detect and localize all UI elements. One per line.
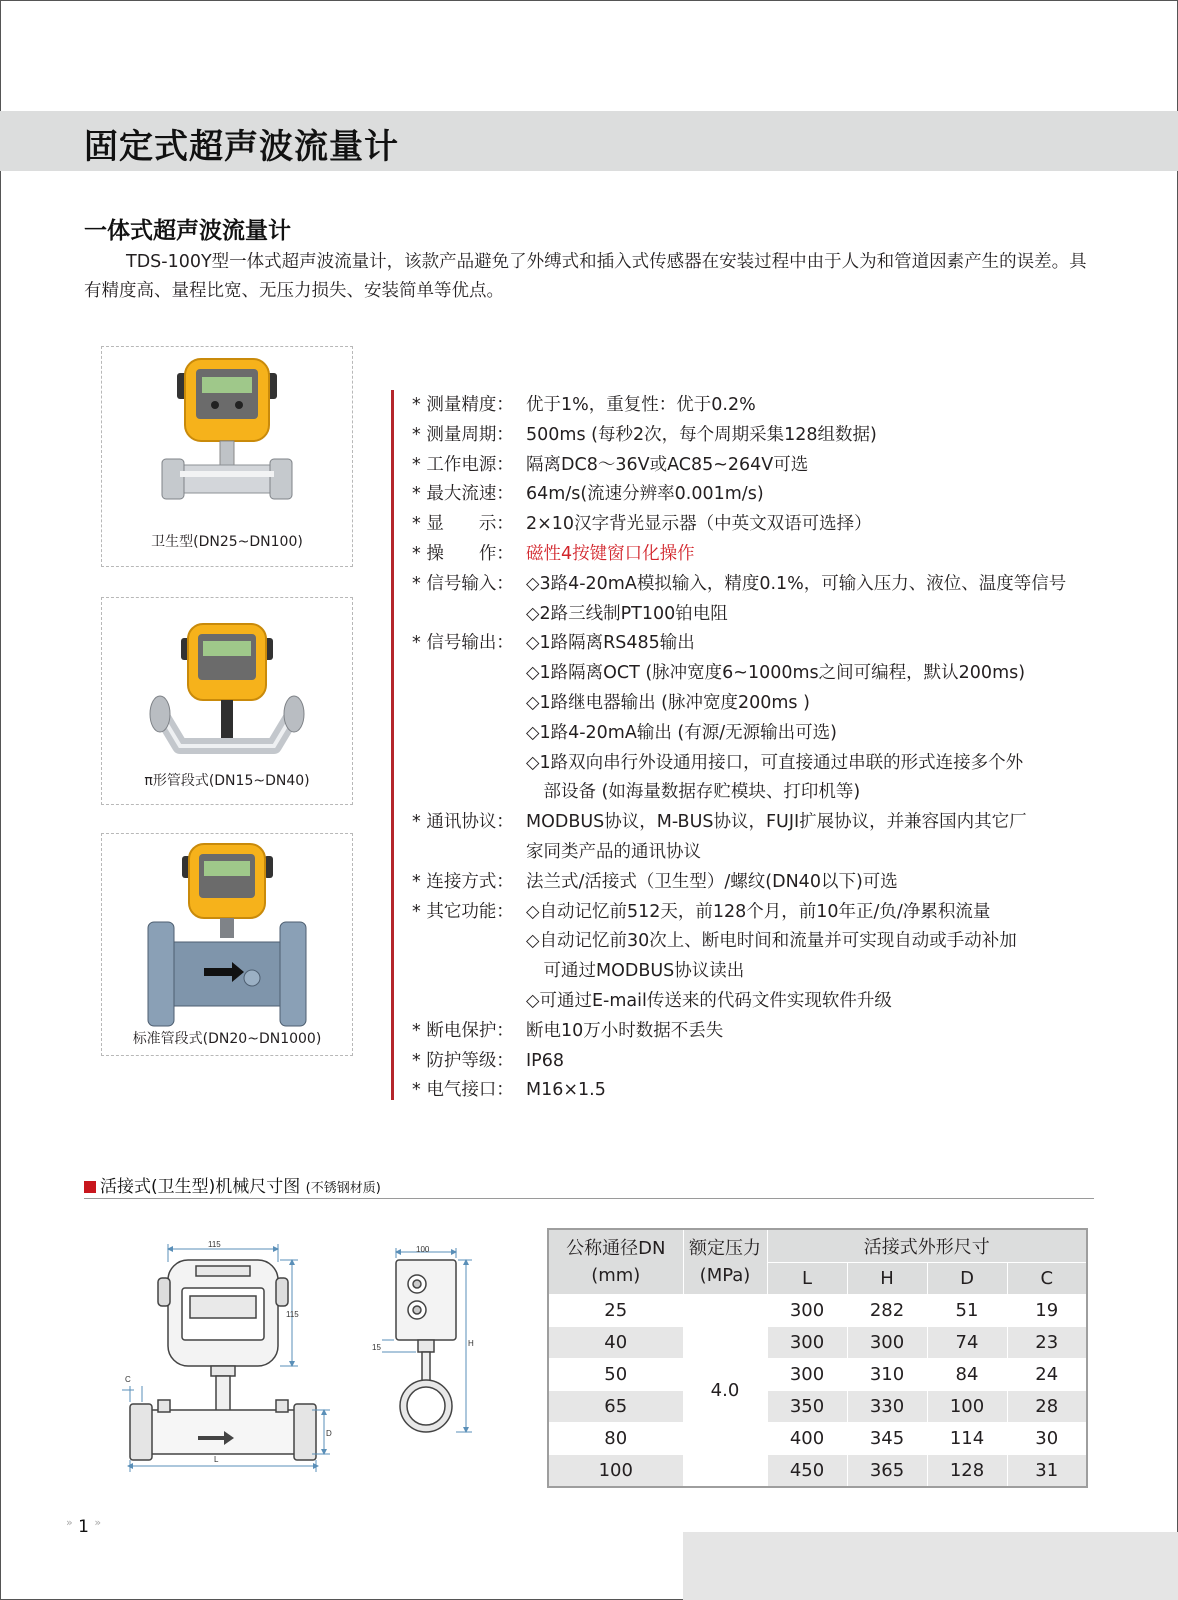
spec-row [412, 868, 1112, 898]
chevron-left-icon: » [66, 1516, 73, 1529]
header-dn-unit: (mm) [591, 1265, 641, 1286]
header-dn-label: 公称通径DN [566, 1238, 666, 1259]
spec-row [412, 391, 1112, 421]
table-cell: 50 [548, 1359, 683, 1391]
spec-row [412, 749, 1112, 779]
spec-row [412, 1076, 1112, 1106]
spec-value: 500ms (每秒2次，每个周期采集128组数据) [526, 424, 877, 445]
spec-label: * 测量周期： [412, 424, 514, 445]
table-cell: 400 [767, 1423, 847, 1455]
table-cell: 28 [1007, 1391, 1087, 1423]
spec-row [412, 838, 1112, 868]
dimension-table [547, 1228, 1088, 1488]
table-cell: 23 [1007, 1327, 1087, 1359]
spec-label [412, 927, 526, 957]
photo-caption: π形管段式(DN15~DN40) [144, 773, 310, 789]
spec-value: ◇3路4-20mA模拟输入，精度0.1%，可输入压力、液位、温度等信号 [526, 573, 1067, 594]
spec-row [412, 1047, 1112, 1077]
table-cell: 100 [927, 1391, 1007, 1423]
photo-card-standard [101, 833, 353, 1056]
table-cell: 114 [927, 1423, 1007, 1455]
page-number-area [66, 1516, 101, 1537]
dimension-table-body [548, 1295, 1087, 1488]
table-cell: 24 [1007, 1359, 1087, 1391]
dim-label-h: H [468, 1339, 474, 1348]
spec-label: * 显 示： [412, 514, 514, 535]
table-cell: 30 [1007, 1423, 1087, 1455]
spec-value: 家同类产品的通讯协议 [526, 841, 701, 862]
spec-label: * 信号输出： [412, 633, 514, 654]
spec-label: * 测量精度： [412, 395, 514, 415]
title-band [0, 111, 1178, 171]
page-number: 1 [78, 1517, 89, 1537]
spec-label: * 工作电源： [412, 454, 514, 475]
spec-divider-bar [391, 390, 394, 1100]
spec-value: 64m/s(流速分辨率0.001m/s) [526, 484, 764, 505]
spec-value: ◇1路隔离OCT (脉冲宽度6~1000ms之间可编程，默认200ms) [526, 663, 1026, 684]
table-cell: 128 [927, 1455, 1007, 1488]
section-title: 一体式超声波流量计 [84, 218, 291, 244]
table-cell: 19 [1007, 1295, 1087, 1327]
table-cell: 300 [847, 1327, 927, 1359]
spec-label [412, 987, 526, 1017]
table-cell: 330 [847, 1391, 927, 1423]
spec-value: 部设备 (如海量数据存贮模块、打印机等) [526, 782, 861, 803]
bullet-square-icon [84, 1181, 96, 1193]
spec-value: IP68 [526, 1050, 564, 1071]
table-cell: 40 [548, 1327, 683, 1359]
table-row [548, 1327, 1087, 1359]
spec-value: 隔离DC8～36V或AC85~264V可选 [526, 454, 809, 475]
dim-label-15: 15 [372, 1343, 381, 1352]
spec-label [412, 689, 526, 719]
spec-label: * 最大流速： [412, 484, 514, 505]
spec-value: 磁性4按键窗口化操作 [526, 543, 695, 564]
spec-label [412, 957, 526, 987]
spec-row [412, 451, 1112, 481]
spec-value: ◇2路三线制PT100铂电阻 [526, 603, 728, 624]
photo-card-sanitary [101, 346, 353, 567]
table-cell: 282 [847, 1295, 927, 1327]
dim-label-115-height: 115 [286, 1310, 299, 1319]
dim-label-115-width: 115 [208, 1240, 221, 1249]
table-cell: 51 [927, 1295, 1007, 1327]
spec-row [412, 957, 1112, 987]
header-pressure-label: 额定压力 [689, 1238, 761, 1259]
dim-label-c: C [125, 1375, 131, 1384]
spec-value: ◇1路4-20mA输出 (有源/无源输出可选) [526, 722, 837, 743]
spec-row [412, 719, 1112, 749]
dimension-note: (不锈钢材质) [305, 1181, 381, 1196]
spec-label [412, 749, 526, 779]
spec-row [412, 987, 1112, 1017]
table-cell: 300 [767, 1295, 847, 1327]
table-cell: 65 [548, 1391, 683, 1423]
spec-value: ◇可通过E-mail传送来的代码文件实现软件升级 [526, 990, 892, 1011]
spec-row [412, 540, 1112, 570]
table-cell: 350 [767, 1391, 847, 1423]
header-pressure [683, 1229, 767, 1295]
spec-row [412, 689, 1112, 719]
table-cell: 310 [847, 1359, 927, 1391]
dim-label-d: D [326, 1429, 332, 1438]
spec-label: * 通讯协议： [412, 812, 514, 833]
spec-label [412, 719, 526, 749]
divider [84, 1198, 1094, 1199]
header-group: 活接式外形尺寸 [767, 1229, 1087, 1262]
dimension-section-title [84, 1172, 381, 1197]
table-cell: 80 [548, 1423, 683, 1455]
page-title: 固定式超声波流量计 [84, 127, 399, 167]
photo-caption: 卫生型(DN25~DN100) [151, 534, 303, 550]
dim-label-100: 100 [416, 1246, 430, 1254]
table-cell: 84 [927, 1359, 1007, 1391]
table-row [548, 1455, 1087, 1488]
spec-row [412, 808, 1112, 838]
header-pressure-unit: (MPa) [699, 1265, 751, 1286]
header-c: C [1007, 1262, 1087, 1295]
spec-label: * 其它功能： [412, 901, 514, 922]
header-dn [548, 1229, 683, 1295]
spec-value: M16×1.5 [526, 1080, 606, 1101]
spec-label [412, 778, 526, 808]
spec-label [412, 838, 526, 868]
table-row [548, 1295, 1087, 1327]
spec-label: * 操 作： [412, 543, 514, 564]
standard-pipe-flowmeter-image [102, 834, 352, 1055]
table-row [548, 1423, 1087, 1455]
spec-row [412, 778, 1112, 808]
dim-label-l: L [214, 1455, 219, 1464]
spec-value: ◇自动记忆前512天，前128个月，前10年正/负/净累积流量 [526, 901, 991, 922]
spec-label: * 信号输入： [412, 573, 514, 594]
spec-label: * 断电保护： [412, 1020, 514, 1041]
side-view-drawing [372, 1246, 482, 1466]
header-l: L [767, 1262, 847, 1295]
table-cell: 74 [927, 1327, 1007, 1359]
pressure-cell: 4.0 [683, 1295, 767, 1488]
table-cell: 450 [767, 1455, 847, 1488]
spec-value: ◇自动记忆前30次上、断电时间和流量并可实现自动或手动补加 [526, 931, 1017, 952]
intro-paragraph: TDS-100Y型一体式超声波流量计，该款产品避免了外缚式和插入式传感器在安装过程中由于人为和管道因素产生的误差。具有精度高、量程比宽、无压力损失、安装简单等优点。 [84, 252, 1087, 301]
spec-row [412, 570, 1112, 600]
spec-value: 2×10汉字背光显示器（中英文双语可选择） [526, 514, 872, 535]
spec-value: MODBUS协议，M-BUS协议，FUJI扩展协议，并兼容国内其它厂 [526, 812, 1027, 833]
table-cell: 365 [847, 1455, 927, 1488]
spec-value: 断电10万小时数据不丢失 [526, 1020, 724, 1041]
spec-row [412, 1017, 1112, 1047]
table-cell: 31 [1007, 1455, 1087, 1488]
table-row [548, 1359, 1087, 1391]
spec-row [412, 600, 1112, 630]
front-view-drawing [116, 1240, 352, 1475]
spec-row [412, 629, 1112, 659]
footer-band [683, 1532, 1178, 1600]
table-row [548, 1391, 1087, 1423]
photo-card-pi [101, 597, 353, 805]
spec-value: 法兰式/活接式（卫生型）/螺纹(DN40以下)可选 [526, 871, 898, 892]
dimension-title-text: 活接式(卫生型)机械尺寸图 [100, 1177, 301, 1197]
spec-value: ◇1路继电器输出 (脉冲宽度200ms ) [526, 692, 810, 713]
photo-caption: 标准管段式(DN20~DN1000) [132, 1031, 322, 1047]
spec-row [412, 510, 1112, 540]
table-cell: 300 [767, 1327, 847, 1359]
spec-row [412, 898, 1112, 928]
spec-value: ◇1路隔离RS485输出 [526, 633, 695, 654]
spec-row [412, 480, 1112, 510]
table-cell: 100 [548, 1455, 683, 1488]
spec-value: ◇1路双向串行外设通用接口，可直接通过串联的形式连接多个外 [526, 752, 1024, 773]
spec-row [412, 421, 1112, 451]
spec-row [412, 659, 1112, 689]
spec-label [412, 659, 526, 689]
table-cell: 345 [847, 1423, 927, 1455]
spec-value: 可通过MODBUS协议读出 [526, 961, 745, 982]
header-d: D [927, 1262, 1007, 1295]
chevron-right-icon: » [94, 1516, 102, 1529]
spec-label: * 电气接口： [412, 1080, 514, 1101]
spec-value: 优于1%，重复性：优于0.2% [526, 395, 756, 415]
table-cell: 25 [548, 1295, 683, 1327]
spec-label: * 连接方式： [412, 871, 514, 892]
spec-label: * 防护等级： [412, 1050, 514, 1071]
header-h: H [847, 1262, 927, 1295]
spec-list [412, 391, 1112, 1106]
spec-label [412, 600, 526, 630]
spec-row [412, 927, 1112, 957]
table-cell: 300 [767, 1359, 847, 1391]
